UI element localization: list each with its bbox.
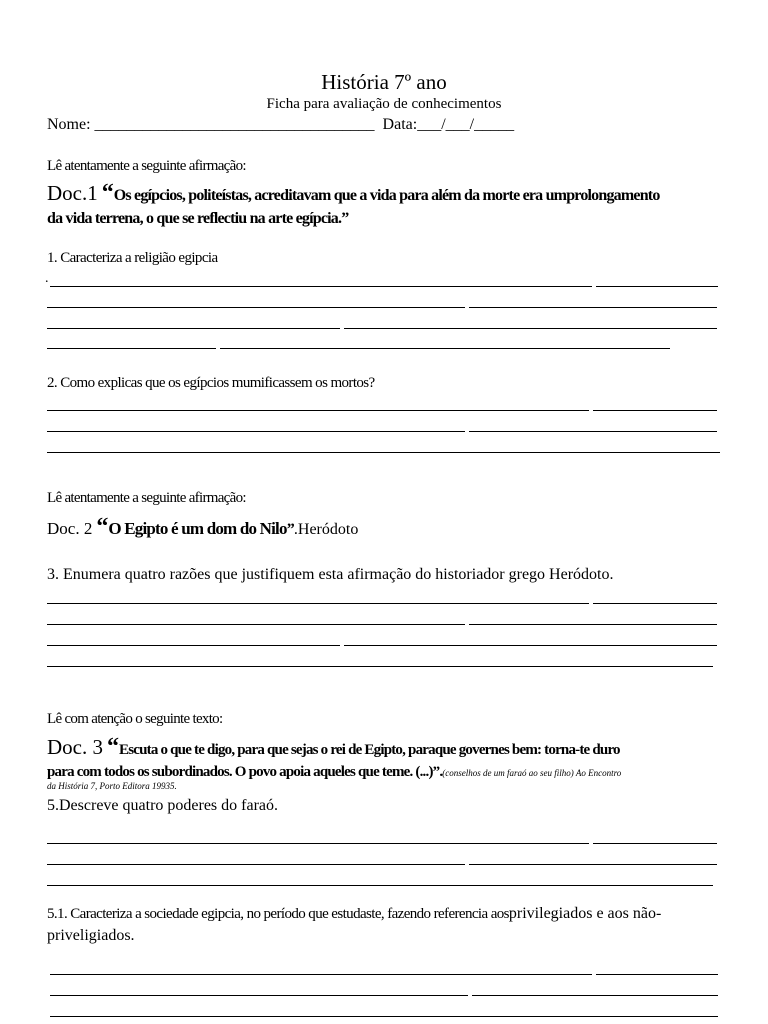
- q3-answer-line[interactable]: [47, 645, 340, 646]
- doc3-open-quote: “: [107, 734, 119, 760]
- q1-answer-line[interactable]: [344, 328, 717, 329]
- doc1-line1: [47, 180, 660, 207]
- doc2-close-quote: ”: [286, 521, 294, 538]
- q1-answer-line[interactable]: [50, 286, 592, 287]
- q1-answer-line[interactable]: [47, 348, 216, 349]
- name-date-row: [47, 116, 514, 134]
- question-5-1-part2: privilegiados e aos não-: [508, 905, 662, 922]
- question-5: 5.Descreve quatro poderes do faraó.: [47, 797, 279, 814]
- question-3: 3. Enumera quatro razões que justifiquem esta afirmação do historiador grego Heródoto.: [47, 566, 614, 583]
- q51-answer-line[interactable]: [50, 974, 592, 975]
- doc2-author: .Heródoto: [293, 521, 359, 538]
- page-title: História 7º ano: [321, 70, 447, 94]
- date-field[interactable]: Data:___/___/_____: [382, 116, 515, 133]
- question-5-1-part1: 5.1. Caracteriza a sociedade egipcia, no período que estudaste, fazendo referencia aos: [47, 906, 509, 922]
- q2-answer-line[interactable]: [47, 431, 465, 432]
- doc3-source-line2: da História 7, Porto Editora 19935.: [47, 781, 177, 791]
- doc2-quote: O Egipto é um dom do Nilo: [108, 519, 287, 538]
- q1-answer-line[interactable]: [47, 328, 340, 329]
- q3-answer-line[interactable]: [47, 603, 589, 604]
- q5-answer-line[interactable]: [47, 864, 465, 865]
- name-field[interactable]: ___________________________________: [94, 116, 375, 133]
- q2-answer-line[interactable]: [469, 431, 717, 432]
- question-5-1-line2: priveligiados.: [47, 927, 135, 944]
- q1-answer-line[interactable]: [469, 307, 717, 308]
- doc3-line2: [47, 763, 621, 781]
- q5-answer-line[interactable]: [47, 885, 713, 886]
- q2-answer-line[interactable]: [593, 410, 717, 411]
- doc3-line1: [47, 734, 620, 761]
- q3-answer-line[interactable]: [47, 666, 713, 667]
- q5-answer-line[interactable]: [593, 843, 717, 844]
- doc3-source-line1: (conselhos de um faraó ao seu filho) Ao Encontro: [442, 768, 622, 778]
- q5-answer-line[interactable]: [47, 843, 589, 844]
- doc2-line: [47, 514, 358, 541]
- question-1: 1. Caracteriza a religião egipcia: [47, 250, 218, 266]
- instruction-1: Lê atentamente a seguinte afirmação:: [47, 158, 246, 174]
- doc2-open-quote: “: [96, 514, 109, 540]
- doc2-label: Doc. 2: [47, 519, 93, 538]
- q1-lead-dot: .: [45, 271, 49, 286]
- q3-answer-line[interactable]: [469, 624, 717, 625]
- q1-answer-line[interactable]: [47, 307, 465, 308]
- doc3-label: Doc. 3: [47, 735, 103, 759]
- q2-answer-line[interactable]: [47, 452, 720, 453]
- page-subtitle: Ficha para avaliação de conhecimentos: [266, 96, 502, 112]
- doc3-quote-line2: para com todos os subordinados. O povo apoia aqueles que teme. (...)”.: [47, 764, 443, 780]
- q1-answer-line[interactable]: [596, 286, 718, 287]
- instruction-3: Lê com atenção o seguinte texto:: [47, 711, 223, 727]
- q3-answer-line[interactable]: [47, 624, 465, 625]
- q2-answer-line[interactable]: [47, 410, 589, 411]
- q51-answer-line[interactable]: [596, 974, 718, 975]
- q1-answer-line[interactable]: [220, 348, 670, 349]
- q3-answer-line[interactable]: [344, 645, 717, 646]
- doc1-open-quote: “: [101, 180, 114, 206]
- q51-answer-line[interactable]: [50, 995, 468, 996]
- doc1-quote-line2: da vida terrena, o que se reflectiu na arte egípcia.”: [47, 210, 349, 227]
- doc1-label: Doc.1: [47, 181, 98, 205]
- name-label: Nome:: [47, 116, 91, 133]
- question-5-1: [47, 905, 661, 923]
- q51-answer-line[interactable]: [472, 995, 718, 996]
- q3-answer-line[interactable]: [593, 603, 717, 604]
- question-2: 2. Como explicas que os egípcios mumificassem os mortos?: [47, 375, 375, 391]
- instruction-2: Lê atentamente a seguinte afirmação:: [47, 490, 246, 506]
- q51-answer-line[interactable]: [50, 1016, 718, 1017]
- doc1-quote-line1: Os egípcios, politeístas, acreditavam que a vida para além da morte era umprolongamento: [113, 187, 660, 204]
- doc3-quote-line1: Escuta o que te digo, para que sejas o rei de Egipto, paraque governes bem: torna-te duro: [119, 742, 620, 758]
- q5-answer-line[interactable]: [469, 864, 717, 865]
